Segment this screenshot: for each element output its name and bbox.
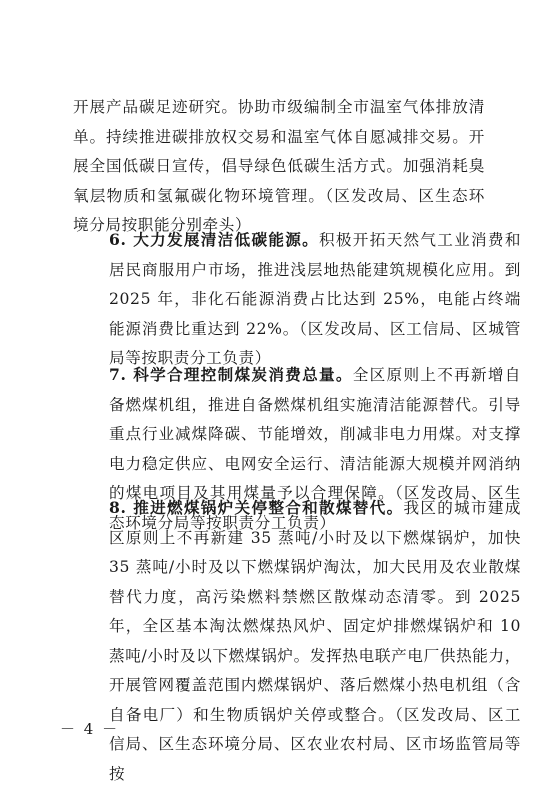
item-heading: 8. 推进燃煤锅炉关停整合和散煤替代。 [109,498,404,517]
paragraph-body: 全区原则上不再新增自备燃煤机组，推进自备燃煤机组实施清洁能源替代。引导重点行业减煤降碳、节能增效，削减非电力用煤。对支撑电力稳定供应、电网安全运行、清洁能源大规模并网消纳的煤电项目及其用煤量予以合理保障。（区发改局、区生态环境分局等按职责分工负责） [109,366,521,532]
item-heading: 7. 科学合理控制煤炭消费总量。 [109,365,353,384]
paragraph-item-8 [73,493,521,789]
page-number: － 4 － [60,720,120,738]
paragraph-body: 积极开拓天然气工业消费和居民商服用户市场，推进浅层地热能建筑规模化应用。到 2025 年，非化石能源消费占比达到 25%，电能占终端能源消费比重达到 22%。（区发改局、区工信局、区城管局等按职责分工负责） [109,231,522,367]
item-heading: 6. 大力发展清洁低碳能源。 [109,230,320,249]
paragraph-continuation [73,93,485,241]
paragraph-body: 开展产品碳足迹研究。协助市级编制全市温室气体排放清单。持续推进碳排放权交易和温室气体自愿减排交易。开展全国低碳日宣传，倡导绿色低碳生活方式。加强消耗臭氧层物质和氢氟碳化物环境管理。（区发改局、区生态环境分局按职能分别牵头） [73,98,485,234]
paragraph-body: 我区的城市建成区原则上不再新建 35 蒸吨/小时及以下燃煤锅炉，加快 35 蒸吨/小时及以下燃煤锅炉淘汰，加大民用及农业散煤替代力度，高污染燃料禁燃区散煤动态清零。到 2025 年，全区基本淘汰燃煤热风炉、固定炉排燃煤锅炉和 10 蒸吨/小时及以下燃煤锅炉。发挥热电联产电厂供热能力，开展管网覆盖范围内燃煤锅炉、落后燃煤小热电机组（含自备电厂）和生物质锅炉关停或整合。（区发改局、区工信局、区生态环境分局、区农业农村局、区市场监管局等按 [109,499,522,783]
paragraph-item-6 [73,225,521,374]
